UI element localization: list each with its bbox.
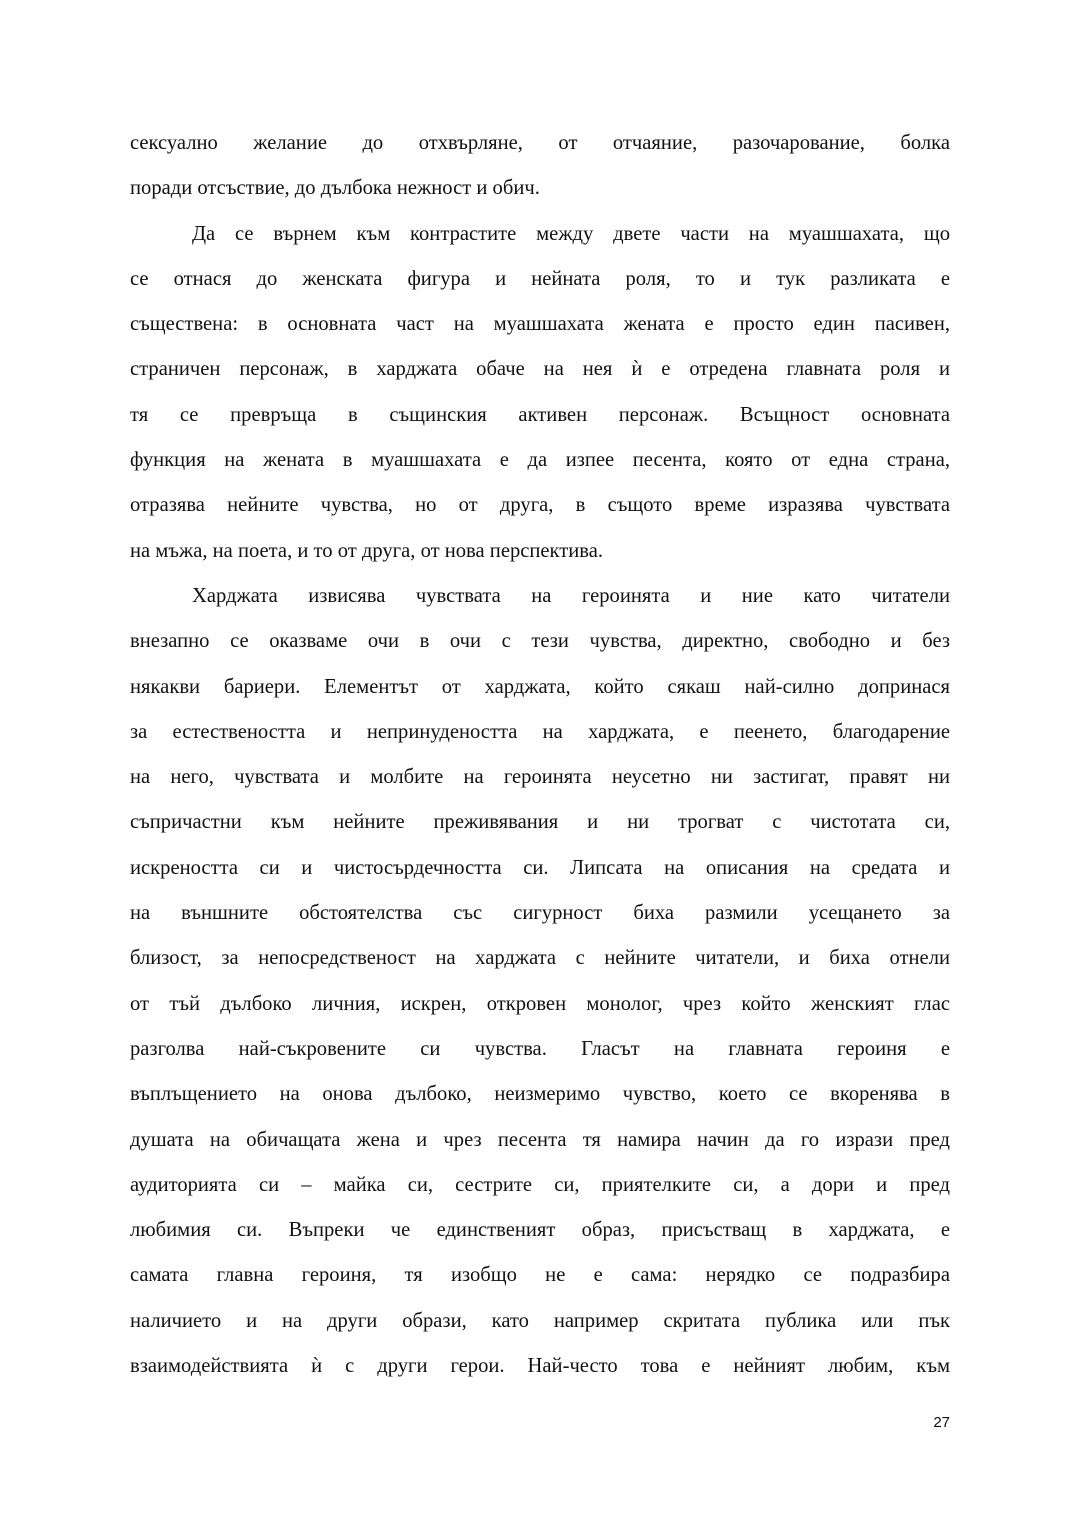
text-line: се отнася до женската фигура и нейната роля, то и тук разликата е	[130, 267, 950, 290]
text-line: любимия си. Въпреки че единственият образ, присъстващ в харджата, е	[130, 1219, 950, 1242]
text-line: поради отсъствие, до дълбока нежност и обич.	[130, 177, 540, 200]
text-line: страничен персонаж, в харджата обаче на нея ѝ е отредена главната роля и	[130, 358, 950, 381]
text-line: тя се превръща в същинския активен персонаж. Всъщност основната	[130, 403, 950, 426]
text-line: искреността си и чистосърдечността си. Липсата на описания на средата и	[130, 856, 950, 879]
text-line: взаимодействията ѝ с други герои. Най-често това е нейният любим, към	[130, 1355, 950, 1378]
text-line: съществена: в основната част на муашшахата жената е просто един пасивен,	[130, 313, 950, 336]
text-line: Да се върнем към контрастите между двете части на муашшахата, що	[192, 222, 950, 245]
text-line: някакви бариери. Елементът от харджата, който сякаш най-силно допринася	[130, 675, 950, 698]
text-line: на мъжа, на поета, и то от друга, от нова перспектива.	[130, 539, 604, 562]
text-line: функция на жената в муашшахата е да изпее песента, която от една страна,	[130, 449, 950, 472]
text-line: аудиторията си – майка си, сестрите си, приятелките си, а дори и пред	[130, 1173, 950, 1196]
body-text	[130, 128, 950, 1396]
text-line: за естествеността и непринудеността на харджата, е пеенето, благодарение	[130, 720, 950, 743]
text-line: близост, за непосредственост на харджата с нейните читатели, и биха отнели	[130, 947, 950, 970]
text-line: на него, чувствата и молбите на героинята неусетно ни застигат, правят ни	[130, 766, 950, 789]
text-line: отразява нейните чувства, но от друга, в същото време изразява чувствата	[130, 494, 950, 517]
paragraph	[130, 219, 950, 581]
page-number: 27	[933, 1414, 950, 1431]
paragraph	[130, 581, 950, 1396]
text-line: разголва най-съкровените си чувства. Гласът на главната героиня е	[130, 1037, 950, 1060]
text-line: Харджата извисява чувствата на героинята и ние като читатели	[192, 584, 950, 607]
text-line: внезапно се оказваме очи в очи с тези чувства, директно, свободно и без	[130, 630, 950, 653]
paragraph	[130, 128, 950, 219]
text-line: съпричастни към нейните преживявания и ни трогват с чистотата си,	[130, 811, 950, 834]
text-line: въплъщението на онова дълбоко, неизмеримо чувство, което се вкоренява в	[130, 1083, 950, 1106]
text-line: душата на обичащата жена и чрез песента тя намира начин да го изрази пред	[130, 1128, 950, 1151]
text-line: от тъй дълбоко личния, искрен, откровен монолог, чрез който женският глас	[130, 992, 950, 1015]
text-line: на външните обстоятелства със сигурност биха размили усещането за	[130, 902, 950, 925]
text-line: самата главна героиня, тя изобщо не е сама: нерядко се подразбира	[130, 1264, 950, 1287]
text-line: сексуално желание до отхвърляне, от отчаяние, разочарование, болка	[130, 132, 950, 154]
text-line: наличието и на други образи, като например скритата публика или пък	[130, 1309, 950, 1332]
